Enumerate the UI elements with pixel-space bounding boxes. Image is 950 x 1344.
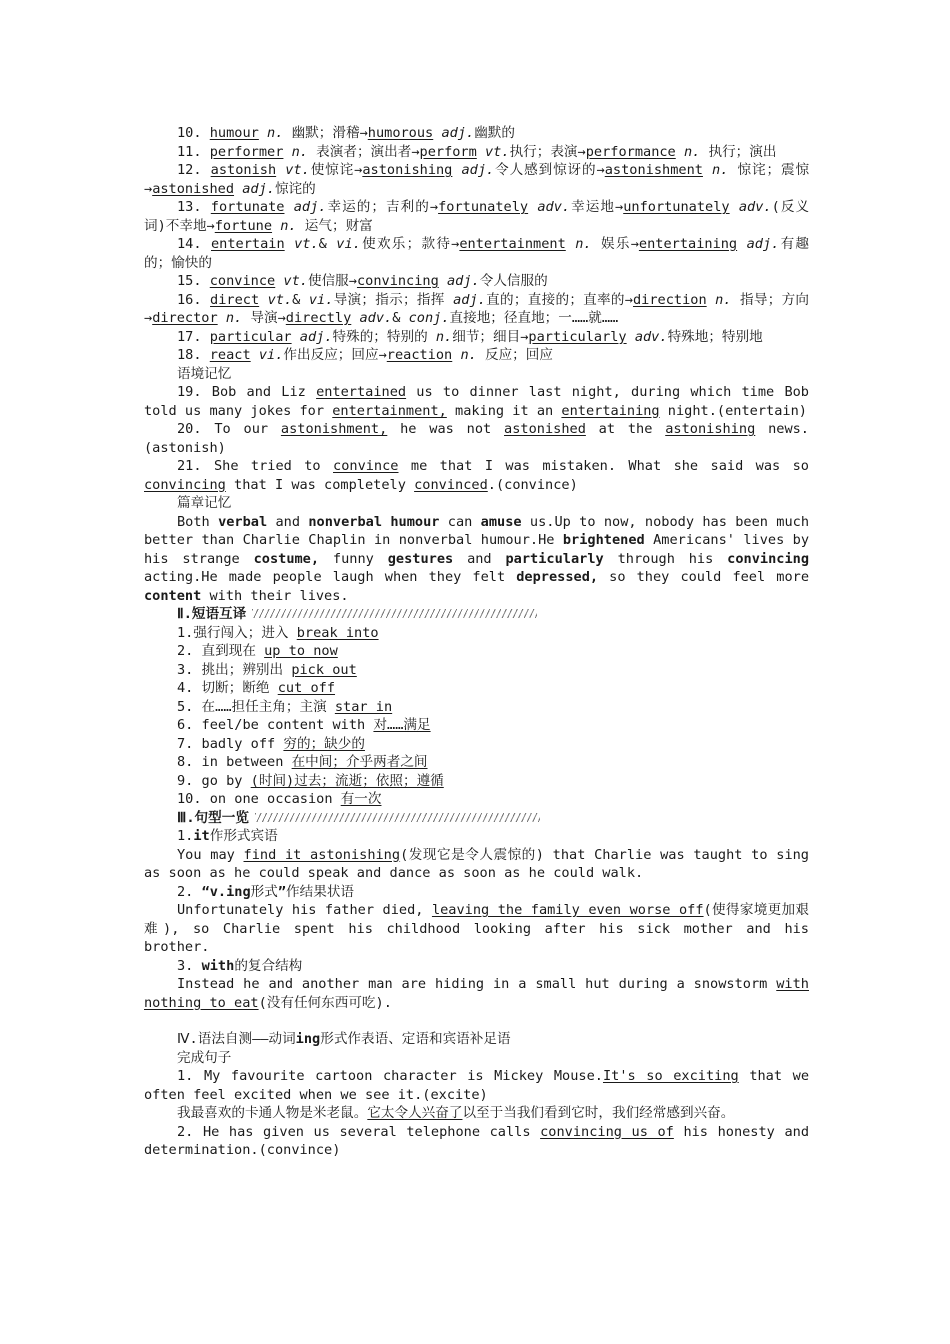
part-of-speech: vt. [485,143,510,160]
bold-keyword: brightened [562,532,645,548]
phrase-item [144,661,809,680]
part-of-speech: adv. [634,328,668,345]
answer-blank: astonishing [362,162,453,178]
bold-keyword: content [144,587,202,604]
answer-blank: astonish [210,162,277,178]
part-of-speech: adj. [453,291,486,308]
part-of-speech: n. [715,291,732,308]
part-of-speech: adv. [359,310,393,326]
phrase-answer: 有一次 [340,791,382,807]
answer-blank: fortunate [210,199,285,215]
part-of-speech: adj. [242,180,275,197]
phrase-question: 9. go by [177,772,243,789]
part-of-speech: n. [435,328,453,345]
vocab-entry: 17. particular adj.特殊的；特别的 n.细节；细目→particularly adv.特殊地；特别地 [177,328,763,345]
answer-blank: with nothing to eat [144,976,809,1011]
bold-keyword: convincing [727,550,809,567]
answer-blank: entertainment [459,236,566,252]
phrase-question: 1.强行闯入；进入 [177,624,289,641]
exercise-2: 2. He has given us several telephone calls convincing us of his honesty and determination.(convince) [144,1123,809,1158]
phrase-answer: break into [296,624,379,641]
part-of-speech: vt. [283,273,308,289]
phrase-question: 2. 直到现在 [177,643,256,659]
part-of-speech: adj. [461,162,495,178]
answer-blank: 它太令人兴奋了 [367,1105,463,1121]
part-of-speech: adv. [537,199,571,215]
context-sentences [144,383,809,494]
phrase-item [144,698,809,717]
phrase-answer: up to now [264,643,338,659]
part-of-speech: adj. [446,273,480,289]
bold-keyword: ing [295,1031,321,1047]
pattern-2-heading: 2. “v.ing形式”作结果状语 [177,883,355,900]
context-sentence: 20. To our astonishment, he was not astonished at the astonishing news.(astonish) [144,421,809,456]
phrase-answer: 在中间；介乎两者之间 [291,754,428,770]
part-of-speech: n. [280,217,297,234]
answer-blank: performer [209,143,284,160]
context-sentence: 19. Bob and Liz entertained us to dinner last night, during which time Bob told us many jokes for entertainment, making it an entertaining night.(entertain) [144,384,809,419]
section-divider-hatch [252,609,537,618]
phrase-answer: star in [334,698,393,715]
answer-blank: director [152,310,218,326]
document-page [144,124,809,1160]
part-of-speech: n. [575,236,592,252]
answer-blank: convincing [356,273,439,289]
phrase-item [144,735,809,754]
answer-blank: astonished [504,421,586,437]
answer-blank: humorous [367,125,434,141]
phrase-item [144,753,809,772]
section-2-title [144,605,809,624]
bold-keyword: gestures [387,550,454,567]
part-of-speech: adv. [738,199,772,215]
answer-blank: It's so exciting [602,1068,739,1084]
answer-blank: reaction [386,347,453,363]
part-of-speech: n. [712,162,729,178]
phrase-answer: cut off [277,680,336,696]
part-of-speech: n. [267,125,284,141]
phrase-item [144,642,809,661]
answer-blank: convince [209,273,276,289]
phrase-item [144,679,809,698]
answer-blank: particularly [528,328,627,345]
exercise-1: 1. My favourite cartoon character is Mickey Mouse.It's so exciting that we often feel excited when we see it.(excite) [144,1068,809,1103]
answer-blank: astonishment, [280,421,388,437]
section-divider-hatch [255,813,540,822]
phrase-question: 8. in between [177,754,284,770]
bold-keyword: it [193,828,210,844]
answer-blank: entertaining [561,402,660,419]
pattern-1-heading: 1.it作形式宾语 [177,828,278,844]
pattern-3-example: Instead he and another man are hiding in a small hut during a snowstorm with nothing to eat(没有任何东西可吃). [144,976,809,1011]
bold-keyword: costume, [253,550,320,567]
pattern-1-example: You may find it astonishing(发现它是令人震惊的) that Charlie was taught to sing as soon as he could speak and dance as soon as he could walk. [144,846,809,881]
answer-blank: entertainment, [332,402,447,419]
bold-keyword: ” [277,883,287,900]
vocab-entry: 12. astonish vt.使惊诧→astonishing adj.令人感到惊讶的→astonishment n. 惊诧；震惊→astonished adj.惊诧的 [144,162,810,197]
answer-blank: entertained [316,384,407,400]
bold-keyword: depressed, [516,569,599,585]
phrase-question: 7. badly off [177,735,276,752]
answer-blank: particular [209,328,292,345]
vocab-entry: 13. fortunate adj.幸运的；吉利的→fortunately adv.幸运地→unfortunately adv.(反义词)不幸地→fortune n. 运气；财富 [144,199,810,234]
part-of-speech: adj. [299,328,333,345]
answer-blank: performance [585,143,676,160]
answer-blank: astonished [152,180,235,197]
bold-keyword: with [201,957,235,974]
answer-blank: react [209,347,251,363]
vocabulary-list [144,124,809,365]
phrase-question: 3. 挑出；辨别出 [177,661,284,678]
phrase-item [144,790,809,809]
vocab-entry: 16. direct vt.& vi.导演；指示；指挥 adj.直的；直接的；直率的→direction n. 指导；方向→director n. 导演→directly adv.& conj.直接地；径直地；一……就…… [144,291,810,326]
answer-blank: fortunately [438,199,529,215]
answer-blank: astonishment [604,162,703,178]
part-of-speech: vi. [336,236,361,252]
part-of-speech: vt. [267,291,293,308]
part-of-speech: n. [291,143,308,160]
answer-blank: fortune [214,217,273,234]
part-of-speech: vi. [308,291,334,308]
section-4-subtitle: 完成句子 [177,1049,232,1066]
vocab-entry: 10. humour n. 幽默；滑稽→humorous adj.幽默的 [177,125,515,141]
vocab-entry: 14. entertain vt.& vi.使欢乐；款待→entertainment n. 娱乐→entertaining adj.有趣的；愉快的 [144,236,810,271]
part-of-speech: vt. [294,236,319,252]
pattern-2-example: Unfortunately his father died, leaving the family even worse off(使得家境更加艰难), so Charlie spent his childhood looking after his sick mother and his brother. [144,902,810,955]
answer-blank: entertaining [638,236,738,252]
bold-keyword: nonverbal humour [308,513,440,530]
bold-keyword: verbal [218,513,268,530]
phrase-question: 4. 切断；断绝 [177,680,270,696]
phrase-item [144,716,809,735]
part-of-speech: adj. [441,125,475,141]
answer-blank: direction [632,291,707,308]
phrase-question: 5. 在……担任主角；主演 [177,698,327,715]
answer-blank: perform [419,143,477,160]
answer-blank: astonishing [665,421,756,437]
context-heading: 语境记忆 [177,365,232,382]
passage-heading: 篇章记忆 [177,495,232,511]
answer-blank: directly [285,310,352,326]
answer-blank: convince [333,458,399,474]
bold-keyword: amuse [480,513,522,530]
vocab-entry: 18. react vi.作出反应；回应→reaction n. 反应；回应 [177,347,553,363]
section-3-title-text: Ⅲ.句型一览 [177,809,249,826]
answer-blank: direct [210,291,260,308]
part-of-speech: n. [460,347,477,363]
exercise-1-translation: 我最喜欢的卡通人物是米老鼠。它太令人兴奋了以至于当我们看到它时，我们经常感到兴奋。 [177,1105,735,1121]
vocab-entry: 15. convince vt.使信服→convincing adj.令人信服的 [177,273,548,289]
answer-blank: convinced [414,476,488,493]
answer-blank: unfortunately [623,199,730,215]
answer-blank: entertain [211,236,285,252]
answer-blank: convincing us of [540,1123,674,1140]
part-of-speech: n. [225,310,243,326]
passage-paragraph: Both verbal and nonverbal humour can amuse us.Up to now, nobody has been much better than Charlie Chaplin in nonverbal humour.He brightened Americans' lives by his strange costume, funny gestures and particularly through his convincing acting.He made people laugh when they felt depressed, so they could feel more content with their lives. [144,513,810,604]
phrase-item [144,624,809,643]
part-of-speech: conj. [408,310,450,326]
part-of-speech: n. [683,143,701,160]
bold-keyword: particularly [505,550,604,567]
bold-keyword: “v.ing [201,883,251,900]
answer-blank: find it astonishing [243,846,401,863]
phrase-translation-list [144,624,809,809]
phrase-question: 6. feel/be content with [177,717,366,733]
answer-blank: convincing [144,476,226,493]
answer-blank: leaving the family even worse off [431,902,704,918]
pattern-3-heading: 3. with的复合结构 [177,957,303,974]
phrase-answer: 对……满足 [373,717,431,733]
answer-blank: humour [209,125,259,141]
phrase-answer: pick out [291,661,357,678]
phrase-answer: 穷的；缺少的 [283,735,365,752]
spacer [144,1012,809,1030]
phrase-answer: (时间)过去；流逝；依照；遵循 [250,772,444,789]
part-of-speech: adj. [293,199,327,215]
vocab-entry: 11. performer n. 表演者；演出者→perform vt.执行；表演→performance n. 执行；演出 [177,143,777,160]
context-sentence: 21. She tried to convince me that I was mistaken. What she said was so convincing that I was completely convinced.(convince) [144,458,809,493]
section-2-title-text: Ⅱ.短语互译 [177,606,247,622]
section-3-title [144,809,809,828]
part-of-speech: adj. [746,236,780,252]
phrase-question: 10. on one occasion [177,791,333,807]
part-of-speech: vi. [258,347,284,363]
section-4-title: Ⅳ.语法自测——动词ing形式作表语、定语和宾语补足语 [177,1031,511,1047]
phrase-item [144,772,809,791]
part-of-speech: vt. [285,162,310,178]
